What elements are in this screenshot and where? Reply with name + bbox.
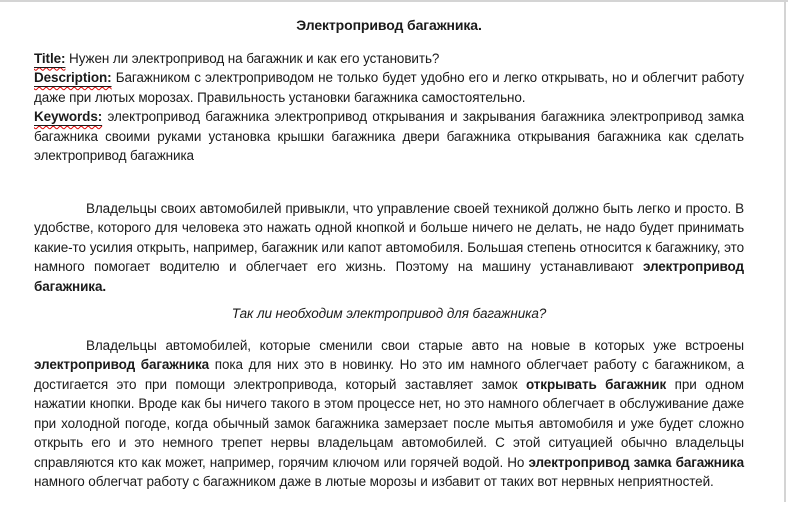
meta-keywords-label xyxy=(34,109,102,124)
meta-description-label xyxy=(34,70,112,85)
intro-text: Владельцы своих автомобилей привыкли, что управление своей техникой должно быть легко и просто. В удобстве, которого для человека это нажать одной кнопкой и больше ничего не делать, не надо будет принимать какие-то усилия открыть, например, багажник или капот автомобиля. Большая степень относится к багажнику, это намного помогает водителю и облегчает его жизнь. Поэтому на машину устанавливают xyxy=(34,200,744,274)
meta-title-text: Нужен ли электропривод на багажник и как его установить? xyxy=(65,50,440,66)
intro-paragraph xyxy=(34,199,744,297)
intro-bold-phrase: электропривод багажника. xyxy=(34,259,744,294)
main-bold-1: электропривод багажника xyxy=(34,357,210,372)
meta-keywords-text: электропривод багажника электропривод открывания и закрывания багажника электропривод замка багажника своими руками установка крышки багажника двери багажника открывания багажника как сделать электропривод багажника xyxy=(34,109,744,163)
meta-description-label-inner: Description: xyxy=(34,70,112,85)
meta-keywords-label-inner: Keywords: xyxy=(34,109,103,124)
main-text-1: Владельцы автомобилей, которые сменили свои старые авто на новые в которых уже встроены xyxy=(86,337,744,353)
main-paragraph xyxy=(34,336,744,492)
main-text-2: пока для них это в новинку. Но это им намного облегчает работу с багажником, а достигается это при помощи электропривода, который заставляет замок xyxy=(34,357,745,392)
main-bold-2: открывать багажник xyxy=(525,376,667,392)
document-title: Электропривод багажника. xyxy=(296,17,482,33)
main-bold-3: электропривод замка багажника xyxy=(528,454,744,470)
meta-title-label-inner: Title: xyxy=(34,50,66,66)
main-text-4: намного облегчат работу с багажником даже в лютые морозы и избавит от таких вот нервных неприятностей. xyxy=(34,474,714,489)
meta-keywords-paragraph xyxy=(34,107,744,166)
section-subheading: Так ли необходим электропривод для багажника? xyxy=(231,306,547,321)
main-text-3: при одном нажатии кнопки. Вроде как бы ничего такого в этом процессе нет, но это намного облегчает в обслуживание даже при холодной погоде, когда обычный замок багажника замерзает после мытья автомобиля и уже будет сложно открыть его и это немного трепет нервы владельцам автомобилей. С этой ситуацией обычно владельцы справляются кто как может, например, горячим ключом или горячей водой. Но xyxy=(34,376,744,470)
meta-title-label xyxy=(34,51,65,66)
meta-description-text: Багажником с электроприводом не только будет удобно его и легко открывать, но и облегчит работу даже при лютых морозах. Правильность установки багажника самостоятельно. xyxy=(34,70,744,105)
page-right-edge xyxy=(784,2,786,502)
meta-description-paragraph xyxy=(34,68,744,107)
meta-title-line xyxy=(34,49,744,69)
